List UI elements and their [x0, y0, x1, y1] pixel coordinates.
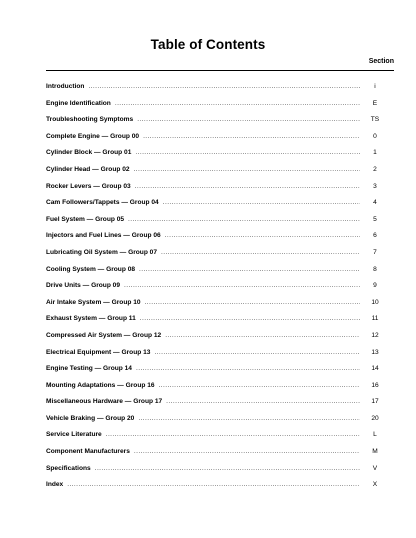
section-column-header: Section: [368, 58, 394, 65]
toc-entry-label: Fuel System — Group 05: [46, 215, 125, 223]
toc-entry-section: 13: [371, 348, 379, 356]
toc-entry-section: 14: [371, 365, 379, 373]
toc-entry: [46, 216, 386, 233]
toc-entry-section: 20: [371, 414, 379, 422]
toc-entry-section: 9: [373, 282, 377, 290]
dot-leader: [138, 415, 360, 422]
dot-leader: [67, 481, 360, 488]
dot-leader: [115, 100, 360, 107]
toc-entry-label: Injectors and Fuel Lines — Group 06: [46, 232, 161, 240]
toc-entry-label: Complete Engine — Group 00: [46, 132, 140, 140]
toc-entry-section: E: [372, 99, 378, 107]
toc-entry-section: 0: [373, 132, 377, 140]
toc-entry: [46, 100, 386, 117]
toc-entry-section: 7: [373, 248, 377, 256]
toc-entry-section: TS: [370, 116, 380, 124]
dot-leader: [95, 465, 360, 472]
toc-entry-label: Electrical Equipment — Group 13: [46, 348, 151, 356]
toc-entry: [46, 282, 386, 299]
toc-entry-section: 5: [373, 215, 377, 223]
toc-entry: [46, 249, 386, 266]
toc-entry-section: 10: [371, 298, 379, 306]
dot-leader: [136, 365, 360, 372]
toc-entry-label: Drive Units — Group 09: [46, 282, 121, 290]
toc-entry-section: M: [372, 448, 378, 456]
toc-entry-section: 2: [373, 165, 377, 173]
toc-entry: [46, 232, 386, 249]
toc-entry-label: Air Intake System — Group 10: [46, 298, 141, 306]
dot-leader: [139, 266, 360, 273]
toc-entry: [46, 183, 386, 200]
toc-list: [46, 83, 386, 498]
toc-entry: [46, 465, 386, 482]
toc-entry-label: Lubricating Oil System — Group 07: [46, 248, 158, 256]
toc-entry-section: 12: [371, 331, 379, 339]
dot-leader: [145, 299, 360, 306]
toc-entry-label: Engine Identification: [46, 99, 111, 107]
dot-leader: [128, 216, 360, 223]
toc-entry-label: Vehicle Braking — Group 20: [46, 414, 135, 422]
dot-leader: [88, 83, 360, 90]
toc-entry-section: 17: [371, 398, 379, 406]
toc-entry-section: 16: [371, 381, 379, 389]
dot-leader: [166, 398, 360, 405]
toc-entry-label: Troubleshooting Symptoms: [46, 116, 134, 124]
dot-leader: [159, 382, 360, 389]
toc-entry-label: Mounting Adaptations — Group 16: [46, 381, 155, 389]
toc-entry-label: Introduction: [46, 83, 85, 90]
toc-entry-label: Miscellaneous Hardware — Group 17: [46, 398, 163, 406]
dot-leader: [163, 199, 360, 206]
header-rule: [46, 70, 394, 71]
toc-entry-section: 6: [373, 232, 377, 240]
toc-entry: [46, 382, 386, 399]
toc-entry: [46, 166, 386, 183]
toc-entry: [46, 315, 386, 332]
toc-entry-section: i: [374, 83, 376, 90]
toc-entry-section: L: [373, 431, 377, 439]
dot-leader: [134, 448, 360, 455]
toc-entry: [46, 415, 386, 432]
toc-entry-label: Engine Testing — Group 14: [46, 365, 132, 373]
dot-leader: [134, 166, 360, 173]
toc-entry-label: Cylinder Head — Group 02: [46, 165, 130, 173]
toc-entry-label: Compressed Air System — Group 12: [46, 331, 162, 339]
dot-leader: [124, 282, 360, 289]
dot-leader: [154, 349, 360, 356]
toc-entry-label: Cam Followers/Tappets — Group 04: [46, 199, 159, 207]
toc-entry-label: Cylinder Block — Group 01: [46, 149, 132, 157]
toc-entry-section: 11: [371, 315, 379, 323]
toc-entry: [46, 116, 386, 133]
toc-entry: [46, 481, 386, 498]
toc-entry-section: V: [372, 464, 378, 472]
toc-entry-section: 8: [373, 265, 377, 273]
toc-entry-section: 1: [373, 149, 377, 157]
toc-entry-section: X: [372, 481, 378, 489]
toc-entry: [46, 133, 386, 150]
toc-entry: [46, 266, 386, 283]
toc-entry-section: 4: [373, 199, 377, 207]
dot-leader: [135, 149, 360, 156]
toc-entry: [46, 299, 386, 316]
dot-leader: [165, 332, 360, 339]
toc-entry-label: Exhaust System — Group 11: [46, 315, 136, 323]
toc-entry: [46, 149, 386, 166]
toc-entry-label: Cooling System — Group 08: [46, 265, 136, 273]
toc-entry: [46, 332, 386, 349]
toc-entry: [46, 199, 386, 216]
dot-leader: [137, 116, 360, 123]
dot-leader: [143, 133, 360, 140]
toc-entry-label: Service Literature: [46, 431, 102, 439]
dot-leader: [106, 431, 360, 438]
toc-entry-label: Rocker Levers — Group 03: [46, 182, 131, 190]
toc-entry: [46, 83, 386, 100]
dot-leader: [140, 315, 360, 322]
page-title: Table of Contents: [150, 37, 266, 52]
dot-leader: [165, 232, 360, 239]
toc-entry-label: Index: [46, 481, 64, 489]
toc-entry: [46, 431, 386, 448]
toc-entry: [46, 448, 386, 465]
toc-entry: [46, 365, 386, 382]
toc-entry-label: Component Manufacturers: [46, 448, 130, 456]
toc-entry: [46, 398, 386, 415]
toc-entry-label: Specifications: [46, 464, 91, 472]
dot-leader: [161, 249, 360, 256]
toc-entry-section: 3: [373, 182, 377, 190]
toc-entry: [46, 349, 386, 366]
dot-leader: [135, 183, 360, 190]
